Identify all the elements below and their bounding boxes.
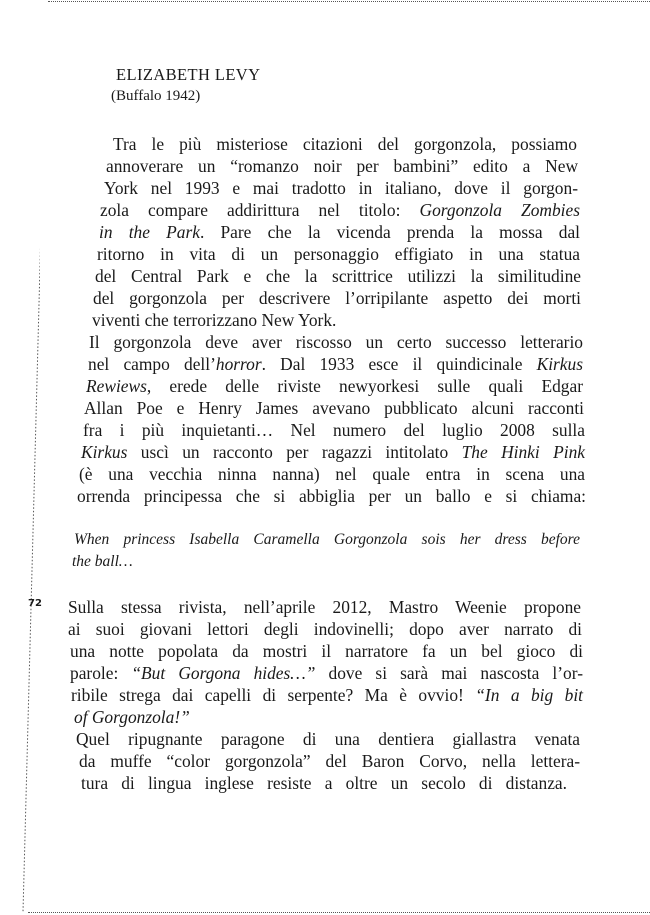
text-run: dove si sarà mai nascosta l’or- xyxy=(315,663,583,683)
story-title: The Hinki Pink xyxy=(461,442,585,462)
magazine-name: Kirkus xyxy=(536,354,583,374)
text-run: nel campo dell’ xyxy=(88,354,216,374)
text-line: orrenda principessa che si abbiglia per un ballo e si chiama: xyxy=(77,486,586,506)
text-run: , erede delle riviste newyorkesi sulle quali Edgar xyxy=(146,376,583,396)
text-line xyxy=(88,353,583,375)
text-line: fra i più inquietanti… Nel numero del luglio 2008 sulla xyxy=(83,420,585,440)
text-line: York nel 1993 e mai tradotto in italiano, dove il gorgon- xyxy=(104,178,578,198)
text-line xyxy=(71,684,583,706)
text-line: viventi che terrorizzano New York. xyxy=(92,310,337,330)
text-line xyxy=(86,375,583,397)
page-border-left xyxy=(0,0,40,915)
text-line: Sulla stessa rivista, nell’aprile 2012, Mastro Weenie propone xyxy=(68,597,581,617)
text-line: annoverare un “romanzo noir per bambini” edito a New xyxy=(106,156,578,176)
magazine-name: Rewiews xyxy=(86,376,147,396)
page-number: 72 xyxy=(28,598,42,609)
quote-line: When princess Isabella Caramella Gorgonzola sois her dress before xyxy=(74,531,580,548)
text-line xyxy=(99,221,580,243)
text-line: del Central Park e che la scrittrice utilizzi la similitudine xyxy=(95,266,581,286)
text-line: una notte popolata da mostri il narratore fa un bel gioco di xyxy=(70,641,583,661)
text-run: . Pare che la vicenda prenda la mossa dal xyxy=(199,222,581,242)
quoted-phrase: of Gorgonzola!” xyxy=(74,707,190,727)
quoted-phrase: “But Gorgona hides…” xyxy=(131,663,316,683)
text-line: del gorgonzola per descrivere l’orripilante aspetto dei morti xyxy=(93,288,581,308)
text-line: Tra le più misteriose citazioni del gorgonzola, possiamo xyxy=(113,134,577,154)
text-line xyxy=(70,662,583,684)
text-run: ribile strega dai capelli di serpente? Ma è ovvio! xyxy=(71,685,476,705)
text-line: Quel ripugnante paragone di una dentiera giallastra venata xyxy=(76,729,580,749)
text-line xyxy=(81,441,585,463)
text-run: zola compare addirittura nel titolo: xyxy=(100,200,420,220)
text-line: Il gorgonzola deve aver riscosso un certo successo letterario xyxy=(89,332,583,352)
text-line: ai suoi giovani lettori degli indovinelli; dopo aver narrato di xyxy=(68,619,582,639)
text-line: da muffe “color gorgonzola” del Baron Corvo, nella lettera- xyxy=(79,751,580,771)
author-name: ELIZABETH LEVY xyxy=(116,65,261,84)
book-title: in the Park xyxy=(99,222,200,242)
text-line xyxy=(100,199,580,221)
text-line: ritorno in vita di un personaggio effigiato in una statua xyxy=(97,244,580,264)
quote-line: the ball… xyxy=(72,553,133,570)
text-line: Allan Poe e Henry James avevano pubblicato alcuni racconti xyxy=(84,398,584,418)
text-line: (è una vecchia ninna nanna) nel quale entra in scena una xyxy=(79,464,585,484)
genre-term: horror xyxy=(215,354,262,374)
page-border-bottom xyxy=(28,912,650,913)
author-birth: (Buffalo 1942) xyxy=(111,88,201,104)
quoted-phrase: “In a big bit xyxy=(475,685,583,705)
text-line: tura di lingua inglese resiste a oltre un secolo di distanza. xyxy=(81,773,567,793)
text-run: uscì un racconto per ragazzi intitolato xyxy=(127,442,462,462)
text-line xyxy=(74,706,190,728)
page-border-top xyxy=(48,1,650,2)
book-title: Gorgonzola Zombies xyxy=(419,200,580,220)
section-heading xyxy=(111,64,261,106)
text-run: . Dal 1933 esce il quindicinale xyxy=(261,354,537,374)
text-run: parole: xyxy=(70,663,132,683)
magazine-name: Kirkus xyxy=(81,442,128,462)
